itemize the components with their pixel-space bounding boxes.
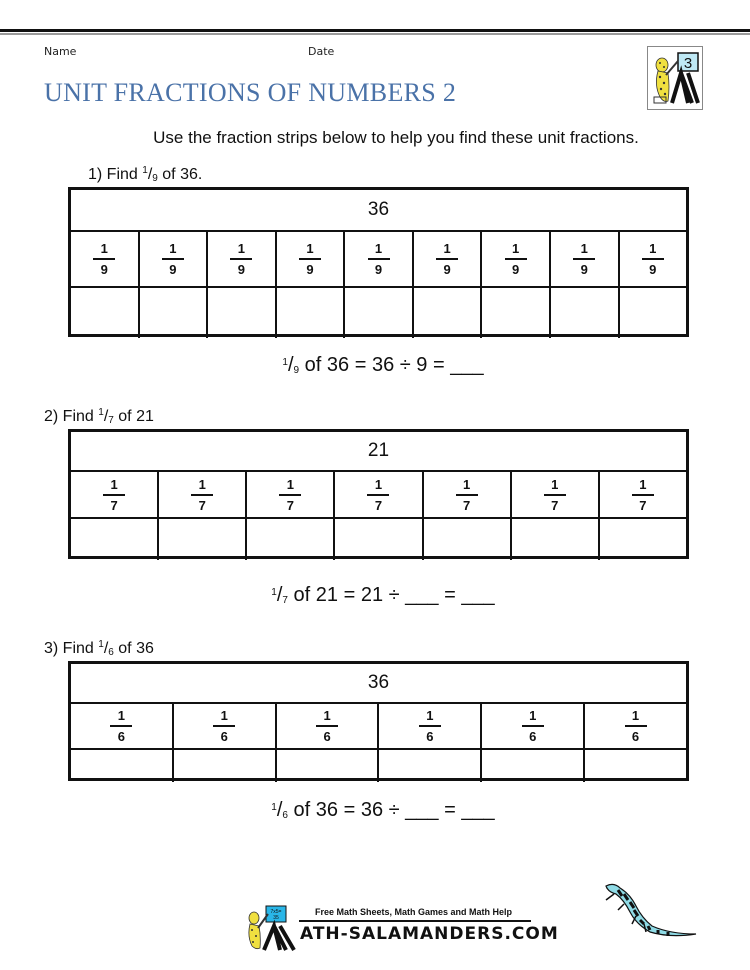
fraction-strip-2 [68,429,689,559]
answer-cell[interactable] [414,288,483,338]
fraction-cell: $\frac{1}{9}$ [345,232,414,286]
answer-row [71,750,686,782]
footer-logo [244,904,300,952]
fraction-cell: $\frac{1}{9}$ [140,232,209,286]
equation-2[interactable]: $^1/_7$ of 21 = 21 ÷ ___ = ___ [271,584,495,606]
date-label: Date [308,45,335,58]
fraction-cell: $\frac{1}{9}$ [551,232,620,286]
question-1-label: 1) Find $^1/_9$ of 36. [88,165,203,184]
answer-cell[interactable] [71,750,174,782]
footer-rule [299,920,531,922]
strip-whole: 36 [71,190,686,232]
fraction-cell: $\frac{1}{7}$ [335,472,423,517]
page-title: UNIT FRACTIONS OF NUMBERS 2 [44,78,457,107]
fraction-cell: $\frac{1}{6}$ [277,704,380,748]
salamander-illustration [600,880,700,942]
fraction-cell: $\frac{1}{7}$ [512,472,600,517]
fraction-row [71,232,686,288]
instructions: Use the fraction strips below to help you find these unit fractions. [153,128,639,147]
fraction-cell: $\frac{1}{6}$ [585,704,686,748]
answer-cell[interactable] [345,288,414,338]
fraction-cell: $\frac{1}{7}$ [71,472,159,517]
fraction-cell: $\frac{1}{6}$ [174,704,277,748]
fraction-cell: $\frac{1}{6}$ [482,704,585,748]
grade-number: 3 [683,55,693,72]
answer-cell[interactable] [379,750,482,782]
answer-cell[interactable] [159,519,247,560]
fraction-row [71,472,686,519]
fraction-strip-1 [68,187,689,337]
answer-cell[interactable] [482,750,585,782]
fraction-row [71,704,686,750]
fraction-cell: $\frac{1}{6}$ [71,704,174,748]
answer-cell[interactable] [512,519,600,560]
footer-tagline: Free Math Sheets, Math Games and Math Help [315,907,513,917]
name-label: Name [44,45,77,58]
header-rule-thin [0,33,750,35]
equation-1[interactable]: $^1/_9$ of 36 = 36 ÷ 9 = ___ [282,354,484,376]
fraction-cell: $\frac{1}{9}$ [71,232,140,286]
answer-row [71,519,686,560]
answer-cell[interactable] [71,288,140,338]
fraction-cell: $\frac{1}{7}$ [424,472,512,517]
fraction-strip-3 [68,661,689,781]
answer-cell[interactable] [424,519,512,560]
fraction-cell: $\frac{1}{7}$ [247,472,335,517]
fraction-cell: $\frac{1}{7}$ [600,472,686,517]
strip-whole: 21 [71,432,686,472]
answer-cell[interactable] [277,288,346,338]
answer-cell[interactable] [335,519,423,560]
fraction-cell: $\frac{1}{9}$ [277,232,346,286]
fraction-cell: $\frac{1}{9}$ [482,232,551,286]
salamander-teacher-icon [648,47,702,109]
answer-row [71,288,686,338]
fraction-cell: $\frac{1}{9}$ [414,232,483,286]
grade-logo [647,46,703,110]
equation-3[interactable]: $^1/_6$ of 36 = 36 ÷ ___ = ___ [271,799,495,821]
answer-cell[interactable] [585,750,686,782]
answer-cell[interactable] [140,288,209,338]
fraction-cell: $\frac{1}{7}$ [159,472,247,517]
header-rule [0,29,750,32]
answer-cell[interactable] [620,288,687,338]
fraction-cell: $\frac{1}{6}$ [379,704,482,748]
fraction-cell: $\frac{1}{9}$ [620,232,687,286]
svg-text:35: 35 [273,915,279,921]
answer-cell[interactable] [174,750,277,782]
fraction-cell: $\frac{1}{9}$ [208,232,277,286]
answer-cell[interactable] [247,519,335,560]
answer-cell[interactable] [482,288,551,338]
answer-cell[interactable] [551,288,620,338]
answer-cell[interactable] [71,519,159,560]
salamander-teacher-icon [244,904,300,952]
svg-text:7x5=: 7x5= [270,909,282,915]
salamander-icon [600,880,700,942]
answer-cell[interactable] [208,288,277,338]
question-2-label: 2) Find $^1/_7$ of 21 [44,407,154,426]
strip-whole: 36 [71,664,686,704]
footer-brand[interactable]: ATH-SALAMANDERS.COM [300,924,559,944]
answer-cell[interactable] [600,519,686,560]
question-3-label: 3) Find $^1/_6$ of 36 [44,639,154,658]
answer-cell[interactable] [277,750,380,782]
